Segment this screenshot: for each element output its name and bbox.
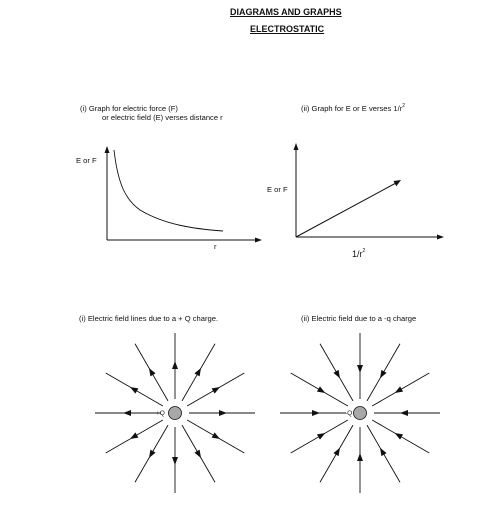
graph2-x-axis-label: $1/r^2$ [352,248,366,259]
field2-field-arrowhead [357,365,363,373]
field1-charge-label: +Q [156,410,165,417]
field2-field-arrowhead [333,448,340,456]
field2-field-arrowhead [395,386,403,393]
field2-charge-circle [354,407,367,420]
page-subtitle: ELECTROSTATIC [250,24,325,34]
field2-field-arrowhead [380,448,387,456]
field1-caption: (i) Electric field lines due to a + Q charge. [79,314,219,323]
graph1-caption-line2: or electric field (E) verses distance r [102,113,223,122]
field2-caption: (ii) Electric field due to a -q charge [301,314,417,323]
field2-field-arrowhead [380,370,387,378]
field2-field-arrowhead [333,370,340,378]
graph2-caption: (ii) Graph for E or E verses $1/r^2$ [301,103,406,113]
field2-field-arrowhead [317,386,325,393]
graph1-caption-line1: (i) Graph for electric force (F) [80,104,178,113]
page-title: DIAGRAMS AND GRAPHS [230,7,342,17]
graph2-y-axis-label: E or F [267,185,288,194]
field2-field-arrowhead [400,410,408,416]
field2-field-arrowhead [312,410,320,416]
field2-field-arrowhead [317,433,325,440]
field2-field-arrowhead [395,433,403,440]
graph1-y-axis-label: E or F [76,156,97,165]
graph1-x-axis-label: r [214,242,217,251]
field2-field-arrowhead [357,453,363,461]
field2-charge-label: -Q [345,410,353,417]
